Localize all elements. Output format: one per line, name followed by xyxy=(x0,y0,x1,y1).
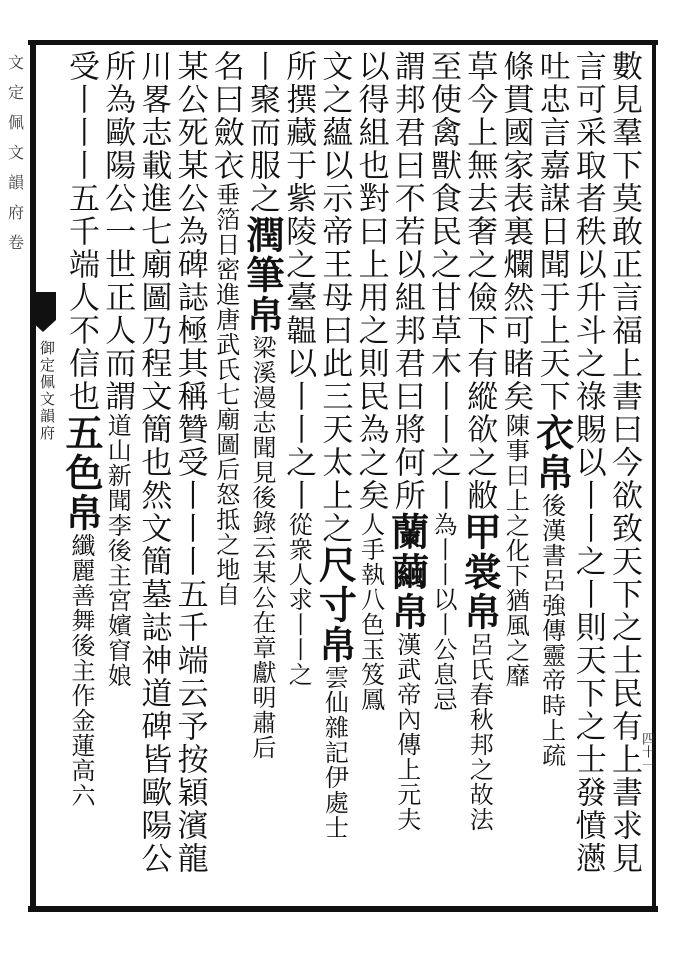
entry-heading: 五色帛 xyxy=(59,413,104,533)
text-segment: 名曰斂衣 xyxy=(207,50,244,182)
entry-heading: 衣帛 xyxy=(529,413,575,493)
text-segment: 條貫國家表裏爛然可睹矣 xyxy=(497,50,534,413)
margin-fragment xyxy=(4,48,28,258)
text-column xyxy=(604,50,644,875)
text-column xyxy=(384,50,430,832)
margin-glyph: 文 xyxy=(7,143,24,162)
text-segment: 陳事曰上之化下猶風之靡 xyxy=(501,413,530,688)
margin-glyph: 卷 xyxy=(7,233,24,252)
text-segment: 受丨丨丨五千端人不信也 xyxy=(63,50,99,413)
text-column xyxy=(206,50,246,607)
text-column xyxy=(240,50,285,760)
text-column xyxy=(170,50,210,875)
text-column xyxy=(278,50,318,687)
text-segment: 為丨丨以丨公息忌 xyxy=(429,512,457,712)
text-column xyxy=(133,50,173,875)
text-segment: 纖麗善舞後主作金蓮高六 xyxy=(67,533,95,808)
text-segment: 至使禽獸食民之甘草木丨丨之丨 xyxy=(425,50,461,512)
text-segment: 數見羣下莫敢正言福上書曰今欲致天下之士民有上書求見 xyxy=(606,50,642,875)
text-segment: 後漢書呂強傳靈帝時上疏 xyxy=(537,493,566,768)
margin-glyph: 府 xyxy=(7,203,24,222)
margin-glyph: 定 xyxy=(7,83,24,102)
text-column xyxy=(97,50,137,688)
text-segment: 垂箔日密進唐武氏七廟圖后怒抵之地自 xyxy=(211,182,240,607)
text-segment: 從衆人求丨丨之 xyxy=(284,512,313,687)
text-segment: 謂邦君曰不若以組邦君曰將何所 xyxy=(388,50,425,512)
text-segment: 文之蘊以示帝王母曰此三天太上之 xyxy=(316,50,353,545)
entry-heading: 潤筆帛 xyxy=(240,215,285,335)
text-column xyxy=(529,50,575,768)
text-segment: 草今上無去奢之儉下有縱欲之敝 xyxy=(461,50,498,512)
book-title: 御定佩文韻府 xyxy=(38,340,56,442)
left-border-rule xyxy=(30,40,36,912)
entry-heading: 蘭繭帛 xyxy=(384,512,430,632)
text-segment: 川畧志載進七廟圖乃程文簡也然文簡墓誌神道碑皆歐陽公 xyxy=(135,50,172,875)
text-segment: 吐忠言嘉謀日聞于上天下 xyxy=(533,50,570,413)
text-column xyxy=(312,50,358,840)
bottom-border-rule xyxy=(28,906,658,912)
margin-glyph: 文 xyxy=(7,53,24,72)
text-segment: 道山新聞李後主宮嬪窅娘 xyxy=(103,413,132,688)
text-column xyxy=(457,50,503,832)
text-segment: 言可采取者秩以升斗之祿賜以丨丨之丨則天下之士發憤懣 xyxy=(569,50,606,875)
text-segment: 丨聚而服之 xyxy=(244,50,280,215)
page-number: 四十一 xyxy=(639,732,654,771)
text-column xyxy=(59,50,104,808)
text-segment: 所撰藏于紫陵之臺韞以丨丨之丨 xyxy=(280,50,317,512)
text-segment: 雲仙雜記伊處士 xyxy=(320,665,349,840)
text-segment: 呂氏春秋邦之故法 xyxy=(465,632,494,832)
text-segment: 以得組也對曰上用之則民為之矣 xyxy=(352,50,389,512)
margin-glyph: 韻 xyxy=(7,173,24,192)
text-segment: 梁溪漫志聞見後錄云某公在章獻明肅后 xyxy=(248,335,276,760)
text-segment: 人手執八色玉笈鳳 xyxy=(356,512,385,712)
entry-heading: 甲裳帛 xyxy=(457,512,503,632)
text-segment: 漢武帝內傳上元夫 xyxy=(392,632,421,832)
text-segment: 某公死某公為碑誌極其稱贊受丨丨丨五千端云予按穎濱龍 xyxy=(171,50,208,875)
text-segment: 所為歐陽公一世正人而謂 xyxy=(99,50,136,413)
margin-glyph: 佩 xyxy=(7,113,24,132)
top-border-rule xyxy=(28,40,658,45)
right-border-rule xyxy=(652,40,656,912)
entry-heading: 尺寸帛 xyxy=(312,545,358,665)
